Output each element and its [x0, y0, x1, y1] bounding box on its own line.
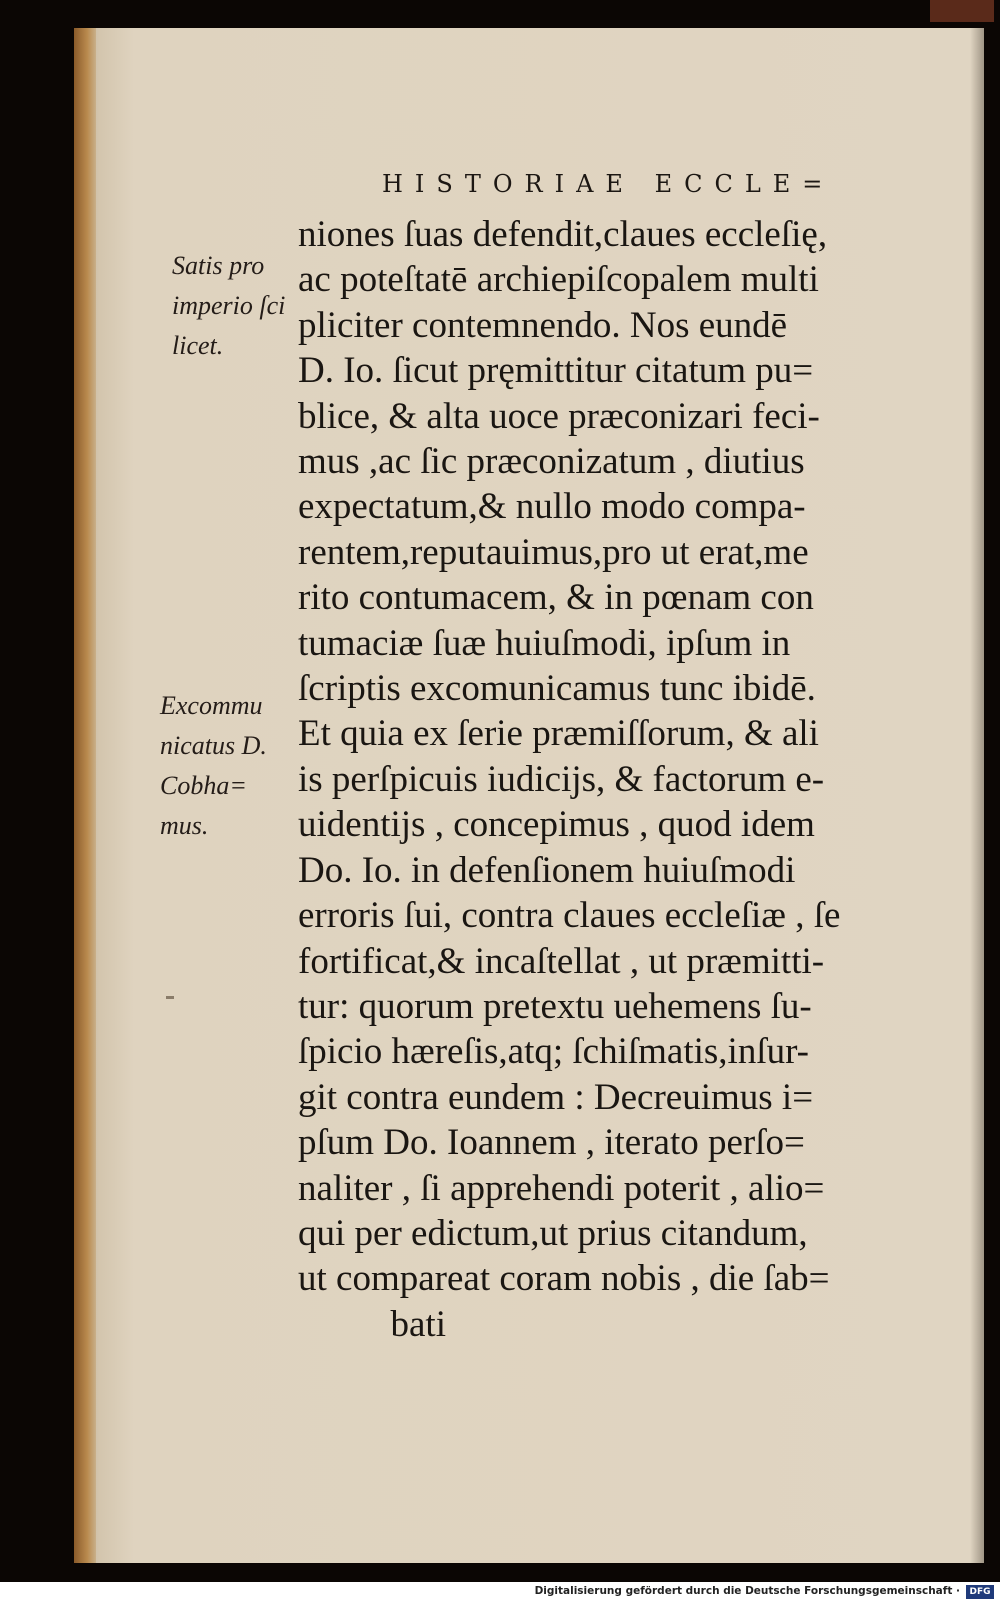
text-line: mus ,ac ſic præconizatum , diutius [298, 441, 805, 483]
text-line: ſpicio hæreſis,atq; ſchiſmatis,inſur- [298, 1031, 810, 1073]
margin-note-line: licet. [172, 331, 224, 360]
margin-note-line: Satis pro [172, 251, 265, 280]
dfg-logo: DFG [966, 1585, 994, 1599]
catchword: bati [298, 1303, 446, 1345]
running-title: HISTORIAE ECCLE= [382, 170, 835, 198]
text-line: expectatum,& nullo modo compa- [298, 486, 806, 528]
text-line: ac poteſtatē archiepiſcopalem multi [298, 259, 819, 301]
text-line: rito contumacem, & in pœnam con [298, 577, 814, 619]
footer-bar [0, 1582, 1000, 1603]
body-text [298, 212, 938, 1347]
text-line: Do. Io. in defenſionem huiuſmodi [298, 849, 796, 891]
margin-note-line: Excommu [160, 691, 263, 720]
text-line: ut compareat coram nobis , die ſab= [298, 1258, 830, 1300]
margin-note-satis [172, 246, 285, 366]
margin-note-line: Cobha= [160, 771, 247, 800]
text-line: pliciter contemnendo. Nos eundē [298, 304, 788, 346]
text-line: tumaciæ ſuæ huiuſmodi, ipſum in [298, 622, 791, 664]
text-line: naliter , ſi apprehendi poterit , alio= [298, 1167, 825, 1209]
text-line: pſum Do. Ioannem , iterato perſo= [298, 1122, 805, 1164]
book-cover-edge [930, 0, 994, 22]
margin-note-excommunicatus [160, 686, 267, 846]
text-line: niones ſuas defendit,claues eccleſię, [298, 214, 828, 255]
text-line: tur: quorum pretextu uehemens ſu- [298, 985, 812, 1027]
text-line: ſcriptis excomunicamus tunc ibidē. [298, 668, 816, 710]
text-line: is perſpicuis iudicijs, & factorum e- [298, 758, 825, 800]
text-line: git contra eundem : Decreuimus i= [298, 1076, 814, 1118]
margin-note-line: nicatus D. [160, 731, 267, 760]
text-line: D. Io. ſicut pręmittitur citatum pu= [298, 350, 814, 392]
page-gutter [74, 28, 96, 1563]
margin-note-line: mus. [160, 811, 209, 840]
text-line: fortificat,& incaſtellat , ut præmitti- [298, 940, 825, 982]
margin-note-line: imperio ſci [172, 291, 286, 320]
page-edge-shadow [970, 28, 984, 1563]
text-line: erroris ſui, contra claues eccleſiæ , ſe [298, 895, 841, 937]
text-line: rentem,reputauimus,pro ut erat,me [298, 531, 809, 573]
text-line: qui per edictum,ut prius citandum, [298, 1212, 808, 1254]
text-line: uidentijs , concepimus , quod idem [298, 804, 815, 846]
text-line: Et quia ex ſerie præmiſſorum, & ali [298, 713, 819, 755]
footer-credit: Digitalisierung gefördert durch die Deutsche Forschungsgemeinschaft · [534, 1585, 960, 1597]
text-line: blice, & alta uoce præconizari feci- [298, 395, 820, 437]
margin-mark [166, 996, 174, 999]
